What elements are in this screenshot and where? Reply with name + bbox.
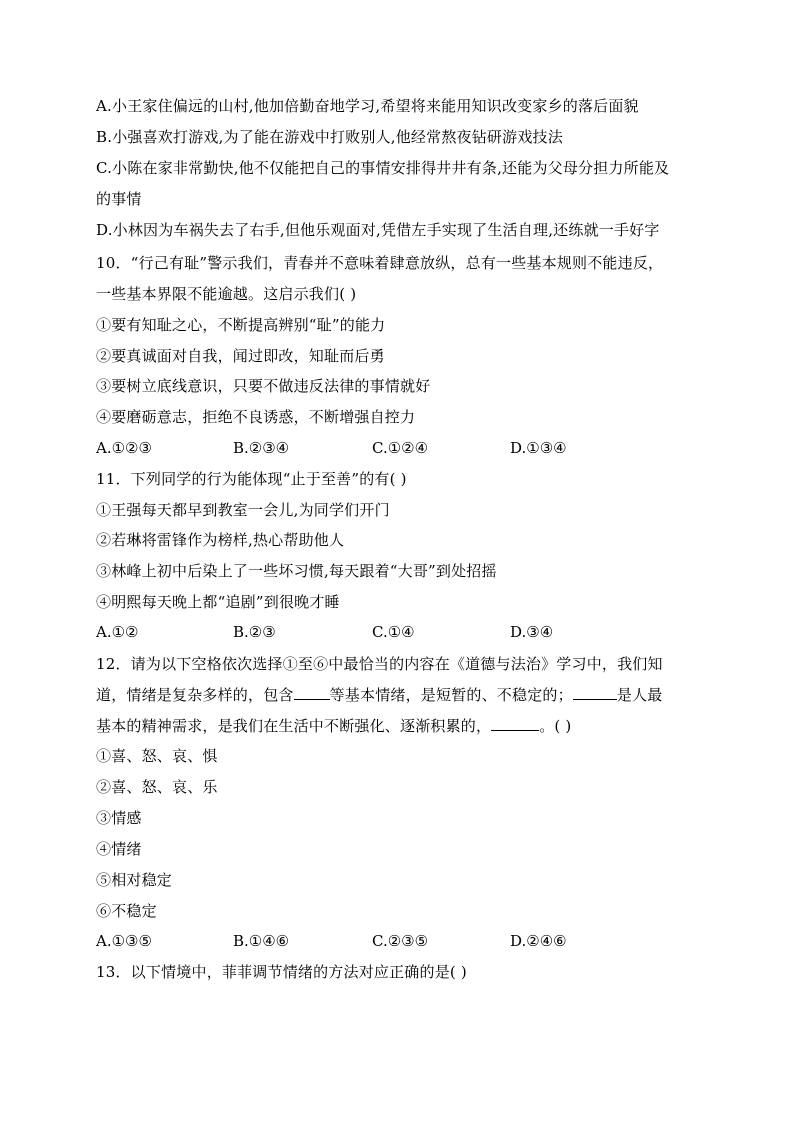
q12-choice-d: D.②④⑥: [510, 932, 567, 950]
fill-blank: [491, 716, 539, 731]
q10-choice-c: C.①②④: [372, 439, 429, 457]
q10-choice-d: D.①③④: [510, 439, 567, 457]
q12-item-6: ⑥不稳定: [96, 902, 157, 920]
q12-stem-text: 道，情绪是复杂多样的，包含: [96, 686, 294, 704]
q10-choice-b: B.②③④: [233, 439, 290, 457]
q10-item-1: ①要有知耻之心，不断提高辨别“耻”的能力: [96, 316, 386, 334]
q12-stem-text: 。( ): [539, 717, 572, 735]
q12-stem-line1: 12．请为以下空格依次选择①至⑥中最恰当的内容在《道德与法治》学习中，我们知: [96, 655, 663, 673]
q11-item-1: ①王强每天都早到教室一会儿,为同学们开门: [96, 501, 390, 519]
q12-choice-a: A.①③⑤: [96, 932, 152, 950]
q10-item-3: ③要树立底线意识，只要不做违反法律的事情就好: [96, 377, 431, 395]
q9-option-d: D.小林因为车祸失去了右手,但他乐观面对,凭借左手实现了生活自理,还练就一手好字: [96, 221, 660, 239]
q9-option-c-line1: C.小陈在家非常勤快,他不仅能把自己的事情安排得井井有条,还能为父母分担力所能及: [96, 159, 670, 177]
fill-blank: [294, 685, 330, 700]
q12-item-4: ④情绪: [96, 840, 142, 858]
q10-stem-line2: 一些基本界限不能逾越。这启示我们( ): [96, 285, 357, 303]
q10-stem-line1: 10．“行己有耻”警示我们，青春并不意味着肆意放纵，总有一些基本规则不能违反，: [96, 254, 664, 272]
q12-choice-c: C.②③⑤: [372, 932, 429, 950]
q11-item-3: ③林峰上初中后染上了一些坏习惯,每天跟着“大哥”到处招摇: [96, 562, 497, 580]
q12-stem-line2: [96, 685, 662, 705]
q12-item-5: ⑤相对稳定: [96, 871, 173, 889]
fill-blank: [573, 685, 617, 700]
q12-stem-text: 等基本情绪，是短暂的、不稳定的；: [329, 686, 573, 704]
q12-stem-text: 基本的精神需求，是我们在生活中不断强化、逐渐积累的，: [96, 717, 492, 735]
q12-choice-b: B.①④⑥: [233, 932, 290, 950]
q10-choice-a: A.①②③: [96, 439, 152, 457]
q13-stem: 13．以下情境中，菲菲调节情绪的方法对应正确的是( ): [96, 963, 467, 981]
q11-stem: 11．下列同学的行为能体现“止于至善”的有( ): [96, 470, 407, 488]
q12-item-1: ①喜、怒、哀、惧: [96, 747, 218, 765]
q12-item-2: ②喜、怒、哀、乐: [96, 778, 218, 796]
q11-item-2: ②若琳将雷锋作为榜样,热心帮助他人: [96, 531, 345, 549]
q9-option-c-line2: 的事情: [96, 190, 142, 208]
q9-option-a: A.小王家住偏远的山村,他加倍勤奋地学习,希望将来能用知识改变家乡的落后面貌: [96, 97, 639, 115]
q11-choice-d: D.③④: [510, 623, 554, 641]
q10-item-2: ②要真诚面对自我，闻过即改，知耻而后勇: [96, 347, 385, 365]
q12-item-3: ③情感: [96, 809, 142, 827]
q11-choice-b: B.②③: [233, 623, 276, 641]
q12-stem-text: 是人最: [616, 686, 663, 704]
q10-item-4: ④要磨砺意志，拒绝不良诱惑，不断增强自控力: [96, 408, 416, 426]
q9-option-b: B.小强喜欢打游戏,为了能在游戏中打败别人,他经常熬夜钻研游戏技法: [96, 128, 563, 146]
q11-choice-a: A.①②: [96, 623, 139, 641]
q11-choice-c: C.①④: [372, 623, 415, 641]
q12-stem-line3: [96, 716, 571, 736]
q11-item-4: ④明熙每天晚上都“追剧”到很晚才睡: [96, 593, 340, 611]
